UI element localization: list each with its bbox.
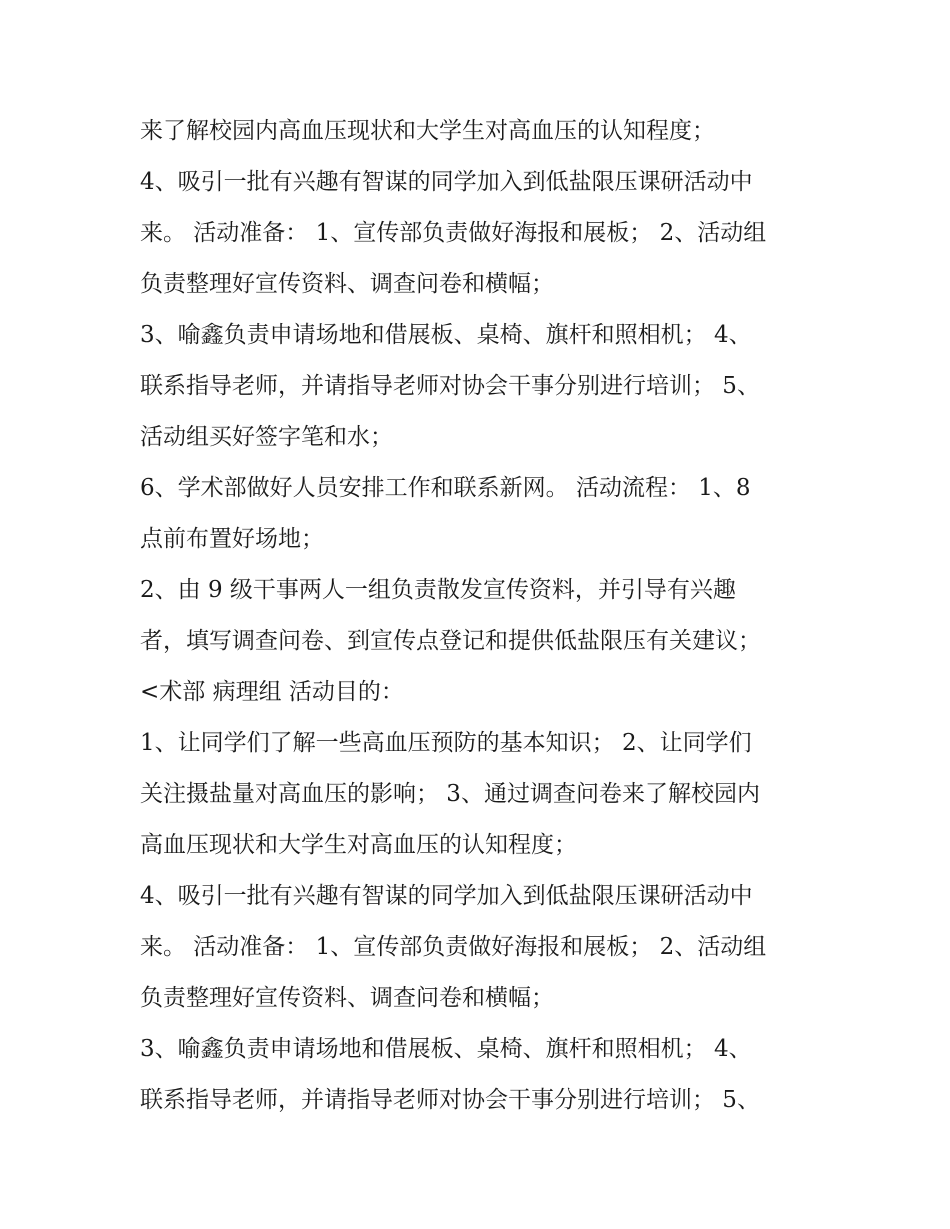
text-line: 4、吸引一批有兴趣有智谋的同学加入到低盐限压课研活动中 — [140, 883, 753, 909]
text-line: 2、由 9 级干事两人一组负责散发宣传资料，并引导有兴趣 — [140, 577, 736, 603]
text-line: 者，填写调查问卷、到宣传点登记和提供低盐限压有关建议； — [140, 628, 761, 654]
text-line: 1、让同学们了解一些高血压预防的基本知识； 2、让同学们 — [140, 730, 752, 756]
text-line: 点前布置好场地； — [140, 526, 324, 552]
body-text — [140, 106, 840, 1126]
text-line: 来。 活动准备： 1、宣传部负责做好海报和展板； 2、活动组 — [140, 934, 767, 960]
text-line: 负责整理好宣传资料、调查问卷和横幅； — [140, 985, 554, 1011]
text-line: 3、喻鑫负责申请场地和借展板、桌椅、旗杆和照相机； 4、 — [140, 1036, 752, 1062]
text-line: 来了解校园内高血压现状和大学生对高血压的认知程度； — [140, 118, 715, 144]
text-line: 6、学术部做好人员安排工作和联系新网。 活动流程： 1、8 — [140, 475, 751, 501]
text-line: 关注摄盐量对高血压的影响； 3、通过调查问卷来了解校园内 — [140, 781, 760, 807]
text-line: 3、喻鑫负责申请场地和借展板、桌椅、旗杆和照相机； 4、 — [140, 322, 752, 348]
text-line: <术部 病理组 活动目的： — [140, 679, 404, 705]
text-line: 4、吸引一批有兴趣有智谋的同学加入到低盐限压课研活动中 — [140, 169, 753, 195]
text-line: 活动组买好签字笔和水； — [140, 424, 393, 450]
text-line: 联系指导老师，并请指导老师对协会干事分别进行培训； 5、 — [140, 373, 760, 399]
text-line: 来。 活动准备： 1、宣传部负责做好海报和展板； 2、活动组 — [140, 220, 767, 246]
text-line: 联系指导老师，并请指导老师对协会干事分别进行培训； 5、 — [140, 1087, 760, 1113]
text-line: 负责整理好宣传资料、调查问卷和横幅； — [140, 271, 554, 297]
text-line: 高血压现状和大学生对高血压的认知程度； — [140, 832, 577, 858]
